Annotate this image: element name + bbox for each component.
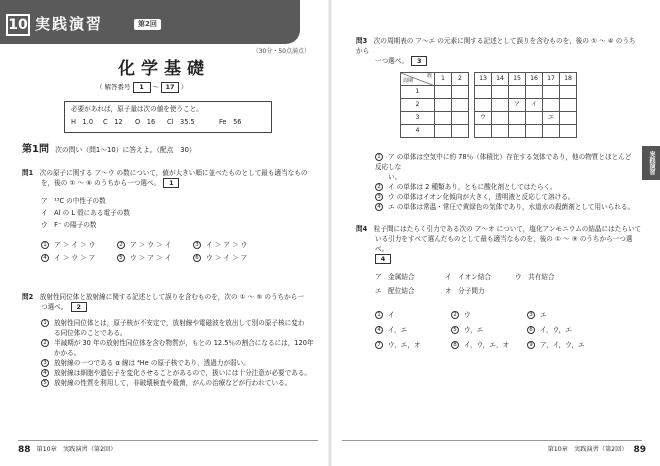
page-number-left: 88 [18, 445, 31, 455]
section-heading [22, 143, 196, 157]
q1-choice[interactable]: 4 イ ＞ ウ ＞ ア [41, 253, 117, 263]
question-4 [356, 224, 642, 350]
q3-choice-2[interactable]: 2 イ の単体は 2 種類あり，ともに酸化剤としてはたらく。 [375, 182, 637, 192]
chapter-header [0, 0, 300, 44]
section-intro: 次の問い（問1～10）に答えよ。（配点 30） [55, 146, 196, 154]
q1-text-1: 次の原子に関する ア～ウ の数について，値が大きい順に並べたものとして最も適当なもの [39, 169, 308, 177]
q4-label: 問4 [356, 225, 368, 233]
q4-choice[interactable]: 2 ウ [451, 310, 527, 320]
subject-title: 化学基礎 [118, 59, 210, 79]
period-header: 4 [401, 125, 435, 138]
period-header: 3 [401, 112, 435, 125]
q4-terms [356, 272, 642, 296]
section-title: 第1問 [22, 144, 49, 155]
q1-choice[interactable]: 2 ア ＞ ウ ＞ イ [117, 240, 193, 250]
group-header: 18 [560, 73, 577, 86]
q1-label: 問1 [22, 169, 34, 177]
group-header: 16 [526, 73, 543, 86]
q4-choice[interactable]: 3 エ [527, 310, 603, 320]
q4-term: ア 金属結合 [375, 273, 415, 281]
ref-fe: Fe 56 [219, 117, 242, 126]
q4-choice[interactable]: 1 イ [375, 310, 451, 320]
footer-rule [18, 440, 318, 441]
reference-note: 必要があれば，原子量は次の値を使うこと。 [71, 105, 203, 113]
q2-choice-3[interactable]: 3 放射線の一つである α 線は ⁴He の原子核であり，透過力が弱い。 [41, 358, 314, 368]
q1-choice[interactable]: 5 ウ ＞ ア ＞ イ [117, 253, 193, 263]
q1-choice[interactable]: 1 ア ＞ イ ＞ ウ [41, 240, 117, 250]
q4-answer-box[interactable]: 4 [375, 254, 391, 264]
q4-term: エ 配位結合 [375, 287, 415, 295]
q3-text-1: 次の周期表の ア～エ の元素に関する記述として誤りを含むものを，後の ① ～ ④ のうちから [356, 37, 636, 55]
q3-choice-1-cont: い。 [388, 173, 402, 181]
question-2 [22, 292, 314, 388]
q3-text-2: 一つ選べ。 [375, 57, 405, 65]
corner-period: 周期 [403, 78, 414, 85]
answer-range-sep: ～ [152, 83, 159, 92]
element-e: エ [543, 112, 560, 125]
group-header: 15 [509, 73, 526, 86]
ref-o: O 16 [135, 117, 156, 126]
side-tab: 実践演習 [642, 146, 660, 180]
q1-choice[interactable]: 6 ウ ＞ イ ＞ ア [193, 253, 269, 263]
question-3 [356, 36, 636, 66]
q2-choice-4[interactable]: 4 放射線は細胞や遺伝子を変化させることがあるので，扱いには十分注意が必要である。 [41, 368, 314, 378]
q1-item-u: ウ F⁻ の陽子の数 [41, 221, 97, 229]
footer-right [548, 444, 646, 456]
group-header: 14 [492, 73, 509, 86]
q2-text-2: つ選べ。 [41, 303, 65, 311]
q4-term: イ イオン結合 [445, 273, 491, 281]
right-page [330, 0, 660, 466]
round-badge: 第2回 [134, 19, 161, 30]
q2-text-1: 放射性同位体と放射線に関する記述として誤りを含むものを，次の ① ～ ⑤ のうちから一 [39, 293, 304, 301]
footer-rule [342, 440, 642, 441]
q4-choices [356, 310, 642, 350]
q2-choice-2[interactable]: 2 半減期が 30 年の放射性同位体を含む物質が，もとの 12.5％の割合になるには，120年 [41, 338, 314, 348]
answer-range-label: 解答番号 [104, 83, 131, 92]
q2-choice-2-cont: かかる。 [54, 349, 81, 357]
footer-chapter-left: 第10章 実践演習（第2回） [36, 445, 117, 453]
q2-choice-1-cont: る同位体のことである。 [54, 329, 127, 337]
q1-item-i: イ Al の L 殻にある電子の数 [41, 209, 130, 217]
chapter-title: 実践演習 [35, 15, 104, 33]
q3-choice-4[interactable]: 4 エ の単体は常温・常圧で黄緑色の気体であり，水道水の殺菌剤として用いられる。 [375, 202, 637, 212]
ref-cl: Cl 35.5 [167, 117, 195, 126]
group-header: 13 [475, 73, 492, 86]
answer-range: （ 解答番号 1 ～ 17 ） [96, 83, 188, 92]
time-score-meta: （30分・50点満点） [252, 48, 310, 55]
period-header: 1 [401, 86, 435, 99]
q1-item-a: ア ¹³C の中性子の数 [41, 197, 106, 205]
group-header: 17 [543, 73, 560, 86]
q4-choice[interactable]: 6 イ，ウ，エ [527, 325, 603, 335]
period-header: 2 [401, 99, 435, 112]
q4-choice[interactable]: 9 ア，イ，ウ，エ [527, 340, 603, 350]
q2-label: 問2 [22, 293, 34, 301]
q2-answer-box[interactable]: 2 [71, 302, 87, 312]
element-u: ウ [475, 112, 492, 125]
page-number-right: 89 [633, 445, 646, 455]
group-header: 1 [435, 73, 452, 86]
q4-text-2: いる引力をすべて選んだものとして最も適当なものを，後の ① ～ ⑨ のうちから一つ選べ。 [375, 235, 633, 253]
group-header: 2 [452, 73, 469, 86]
answer-range-from: 1 [133, 82, 151, 93]
q1-choice[interactable]: 3 イ ＞ ア ＞ ウ [193, 240, 269, 250]
q1-answer-box[interactable]: 1 [163, 178, 179, 188]
q4-term: ウ 共有結合 [515, 273, 555, 281]
q2-choice-1[interactable]: 1 放射性同位体とは，原子核が不安定で，放射線や電磁波を放出して別の原子核に変わ [41, 318, 314, 328]
element-i: イ [526, 99, 543, 112]
question-1 [22, 168, 312, 263]
ref-c: C 12 [103, 117, 123, 126]
answer-range-to: 17 [161, 82, 179, 93]
q4-text-1: 粒子間にはたらく引力である次の ア～オ について，塩化アンモニウムの結晶にはたらいて [373, 225, 642, 233]
q4-choice[interactable]: 5 ウ，エ [451, 325, 527, 335]
q4-term: オ 分子間力 [445, 287, 485, 295]
q3-choice-3[interactable]: 3 ウ の単体はイオン化傾向が大きく，透明液と反応して溶ける。 [375, 192, 637, 202]
corner-group: 族 [426, 73, 432, 79]
element-a: ア [509, 99, 526, 112]
q3-answer-box[interactable]: 3 [411, 56, 427, 66]
atomic-mass-reference [64, 101, 272, 133]
table-corner [401, 73, 435, 86]
ref-h: H 1.0 [71, 117, 94, 126]
q1-choices [22, 240, 312, 263]
q2-choice-5[interactable]: 5 放射線の性質を利用して，非破壊検査や殺菌，がんの治療などが行われている。 [41, 378, 314, 388]
q4-choice[interactable]: 4 イ，エ [375, 325, 451, 335]
q3-label: 問3 [356, 37, 368, 45]
q4-choice[interactable]: 8 イ，ウ，エ，オ [451, 340, 527, 350]
q3-choices [375, 152, 637, 212]
q3-choice-1[interactable]: 1 ア の単体は空気中に約 78％（体積比）存在する気体であり，他の物質とほとんど反応しな [375, 153, 632, 171]
chapter-number: 10 [6, 14, 30, 36]
footer-left [18, 444, 116, 456]
q1-text-2: を，後の ① ～ ⑥ のうちから一つ選べ。 [41, 179, 157, 187]
periodic-table [400, 72, 577, 138]
footer-chapter-right: 第10章 実践演習（第2回） [547, 445, 628, 453]
q4-choice[interactable]: 7 ウ，エ，オ [375, 340, 451, 350]
